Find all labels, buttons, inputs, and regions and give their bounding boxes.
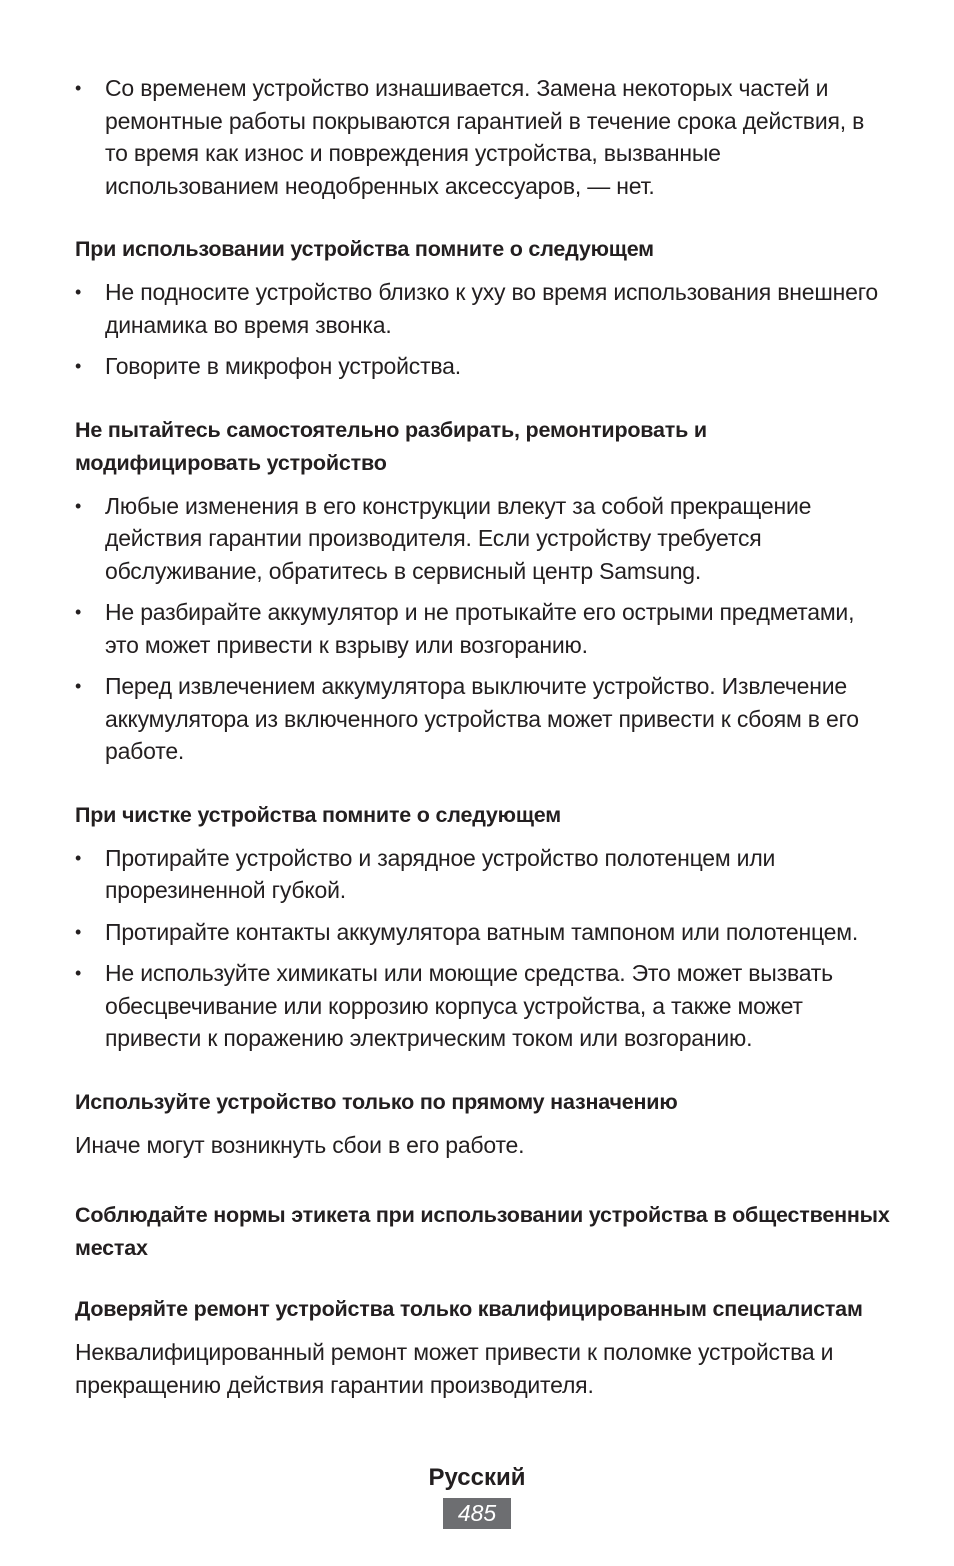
bullet-glyph: • (75, 963, 82, 983)
disassembly-bullet-list (75, 490, 890, 768)
list-item (75, 916, 890, 949)
bullet-glyph: • (75, 78, 82, 98)
section-heading-repair: Доверяйте ремонт устройства только квалифицированным специалистам (75, 1297, 863, 1321)
list-item-text: Протирайте контакты аккумулятора ватным тампоном или полотенцем. (105, 918, 859, 945)
list-item-text: Со временем устройство изнашивается. Замена некоторых частей и ремонтные работы покрываются гарантией в течение срока действия, в то время как износ и повреждения устройства, вызванные использованием неодобренных аксессуаров, — нет. (105, 75, 865, 199)
bullet-glyph: • (75, 356, 82, 376)
list-item (75, 842, 890, 907)
list-item (75, 72, 890, 202)
list-item-text: Протирайте устройство и зарядное устройство полотенцем или прорезиненной губкой. (105, 844, 776, 903)
document-body (75, 72, 890, 1401)
cleaning-bullet-list (75, 842, 890, 1055)
section-heading-cleaning: При чистке устройства помните о следующем (75, 802, 561, 827)
section-heading-usage: При использовании устройства помните о следующем (75, 237, 654, 261)
list-item-text: Любые изменения в его конструкции влекут за собой прекращение действия гарантии производителя. Если устройству требуется обслуживание, обратитесь в сервисный центр Samsung. (105, 492, 812, 584)
bullet-glyph: • (75, 921, 82, 942)
list-item (75, 670, 890, 768)
list-item (75, 490, 890, 588)
section-heading-etiquette: Соблюдайте нормы этикета при использовании устройства в общественных местах (75, 1203, 890, 1260)
section-heading-purpose: Используйте устройство только по прямому назначению (75, 1089, 678, 1114)
intro-bullet-list (75, 72, 890, 202)
section-text-repair: Неквалифицированный ремонт может привести к поломке устройства и прекращению действия гарантии производителя. (75, 1339, 834, 1398)
section-text-purpose: Иначе могут возникнуть сбои в его работе. (75, 1131, 525, 1158)
list-item-text: Перед извлечением аккумулятора выключите устройство. Извлечение аккумулятора из включенного устройства может привести к сбоям в его работе. (105, 673, 859, 764)
list-item (75, 276, 890, 341)
list-item-text: Не разбирайте аккумулятор и не протыкайте его острыми предметами, это может привести к взрыву или возгоранию. (105, 599, 855, 658)
list-item (75, 957, 890, 1055)
list-item-text: Говорите в микрофон устройства. (105, 353, 461, 379)
bullet-glyph: • (75, 602, 82, 622)
list-item (75, 596, 890, 661)
language-label: Русский (428, 1464, 526, 1491)
list-item-text: Не подносите устройство близко к уху во время использования внешнего динамика во время звонка. (105, 279, 878, 338)
bullet-glyph: • (75, 676, 82, 696)
list-item-text: Не используйте химикаты или моющие средства. Это может вызвать обесцвечивание или коррозию корпуса устройства, а также может привести к поражению электрическим током или возгоранию. (105, 960, 833, 1051)
page-footer (0, 1462, 954, 1529)
page-number-badge: 485 (443, 1498, 511, 1529)
bullet-glyph: • (75, 495, 82, 516)
usage-bullet-list (75, 276, 890, 383)
bullet-glyph: • (75, 847, 82, 868)
bullet-glyph: • (75, 282, 82, 302)
list-item (75, 350, 890, 383)
section-heading-disassembly: Не пытайтесь самостоятельно разбирать, ремонтировать и модифицировать устройство (75, 417, 707, 475)
